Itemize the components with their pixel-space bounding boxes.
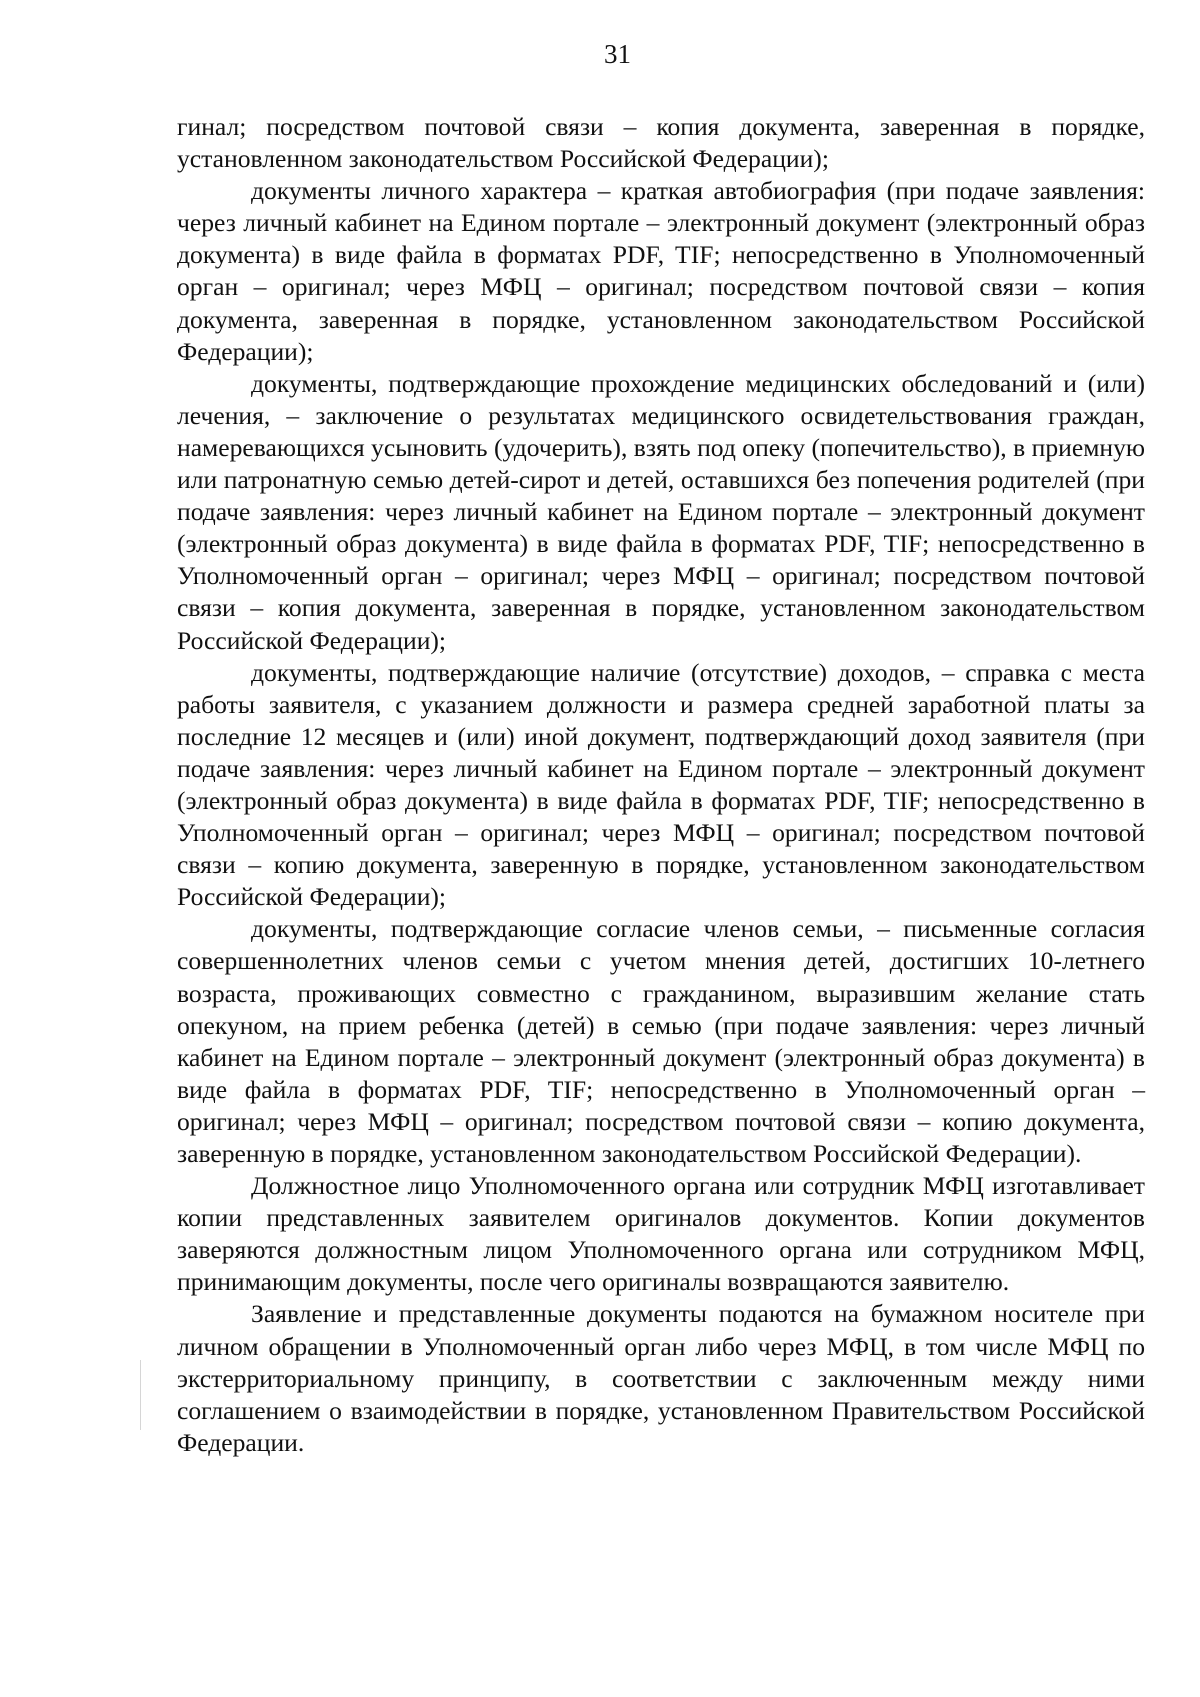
scan-artifact-line	[140, 1360, 141, 1430]
paragraph-copies-certification: Должностное лицо Уполномоченного органа или сотрудник МФЦ изготавливает копии представленных заявителем оригиналов документов. Копии документов заверяются должностным лицом Уполномоченного органа или сотрудником МФЦ, принимающим документы, после чего оригиналы возвращаются заявителю.	[177, 1171, 1145, 1297]
paragraph-family-consent: документы, подтверждающие согласие членов семьи, – письменные согласия совершеннолетних членов семьи с учетом мнения детей, достигших 10-летнего возраста, проживающих совместно с гражданином, выразившим желание стать опекуном, на прием ребенка (детей) в семью (при подаче заявления: через личный кабинет на Едином портале – электронный документ (электронный образ документа) в виде файла в форматах PDF, TIF; непосредственно в Уполномоченный орган – оригинал; через МФЦ – оригинал; посредством почтовой связи – копию документа, заверенную в порядке, установленном законодательством Российской Федерации).	[177, 914, 1145, 1168]
paragraph-income-documents: документы, подтверждающие наличие (отсутствие) доходов, – справка с места работы заявителя, с указанием должности и размера средней заработной платы за последние 12 месяцев и (или) иной документ, подтверждающий доход заявителя (при подаче заявления: через личный кабинет на Едином портале – электронный документ (электронный образ документа) в виде файла в форматах PDF, TIF; непосредственно в Уполномоченный орган – оригинал; через МФЦ – оригинал; посредством почтовой связи – копию документа, заверенную в порядке, установленном законодательством Российской Федерации);	[177, 657, 1145, 912]
page-number: 31	[604, 39, 631, 69]
paragraph-autobiography: документы личного характера – краткая автобиография (при подаче заявления: через личный кабинет на Едином портале – электронный документ (электронный образ документа) в виде файла в форматах PDF, TIF; непосредственно в Уполномоченный орган – оригинал; через МФЦ – оригинал; посредством почтовой связи – копия документа, заверенная в порядке, установленном законодательством Российской Федерации);	[177, 176, 1145, 366]
paragraph-medical-documents: документы, подтверждающие прохождение медицинских обследований и (или) лечения, – заключение о результатах медицинского освидетельствования граждан, намеревающихся усыновить (удочерить), взять под опеку (попечительство), в приемную или патронатную семью детей-сирот и детей, оставшихся без попечения родителей (при подаче заявления: через личный кабинет на Едином портале – электронный документ (электронный образ документа) в виде файла в форматах PDF, TIF; непосредственно в Уполномоченный орган – оригинал; через МФЦ – оригинал; посредством почтовой связи – копия документа, заверенная в порядке, установленном законодательством Российской Федерации);	[177, 368, 1145, 655]
document-body	[177, 111, 1145, 1459]
paragraph-submission: Заявление и представленные документы подаются на бумажном носителе при личном обращении в Уполномоченный орган либо через МФЦ, в том числе МФЦ по экстерриториальному принципу, в соответствии с заключенным между ними соглашением о взаимодействии в порядке, установленном Правительством Российской Федерации.	[177, 1299, 1145, 1457]
paragraph-continuation: гинал; посредством почтовой связи – копия документа, заверенная в порядке, установленном законодательством Российской Федерации);	[177, 112, 1145, 174]
